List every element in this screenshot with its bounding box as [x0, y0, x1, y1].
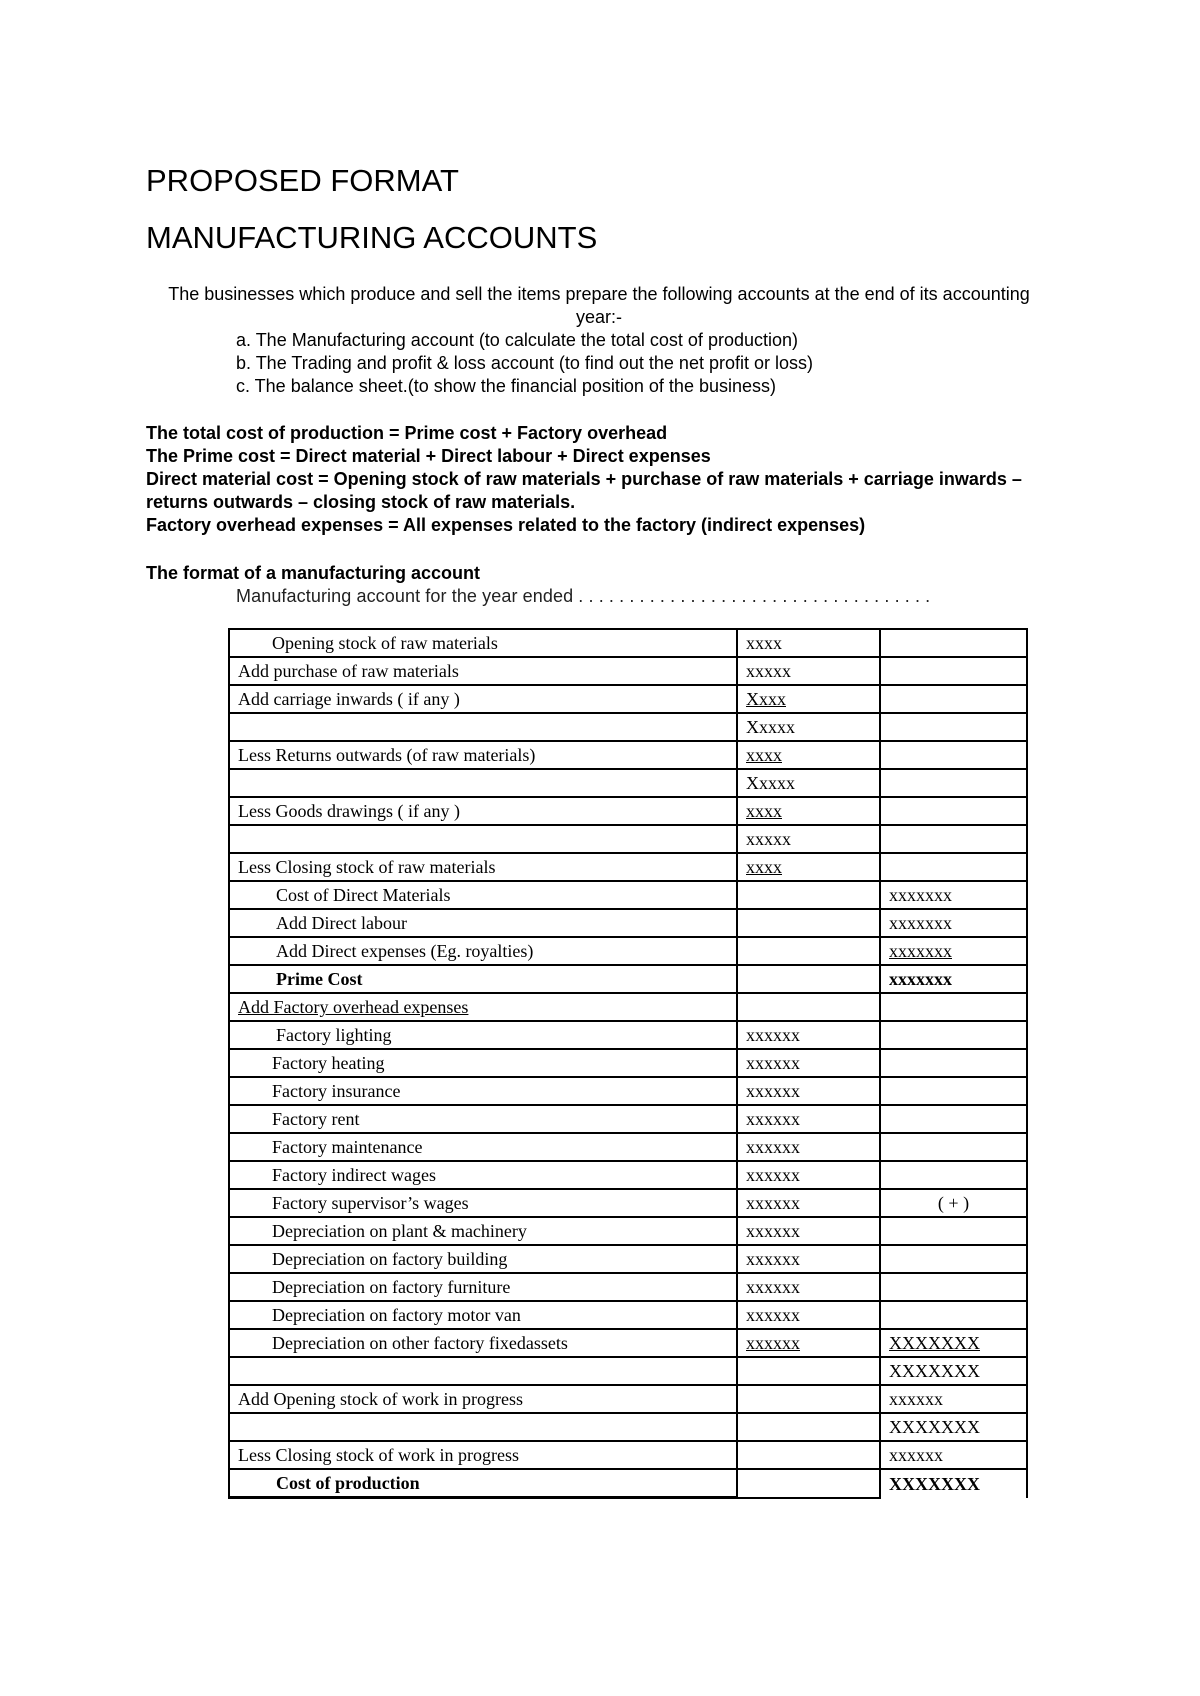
table-row — [229, 741, 1027, 769]
table-row — [229, 657, 1027, 685]
row-label — [229, 769, 737, 797]
col2-value — [737, 1469, 880, 1498]
col3-value — [880, 713, 1027, 741]
col3-value — [880, 797, 1027, 825]
row-label: Add Opening stock of work in progress — [229, 1385, 737, 1413]
row-label: Less Goods drawings ( if any ) — [229, 797, 737, 825]
col2-value: xxxx — [746, 801, 782, 821]
col3-value — [880, 1217, 1027, 1245]
col3-value: ( + ) — [880, 1189, 1027, 1217]
col2-value: Xxxx — [746, 689, 786, 709]
col2-value — [737, 909, 880, 937]
row-label: Less Closing stock of work in progress — [229, 1441, 737, 1469]
formula-factory-overhead: Factory overhead expenses = All expenses related to the factory (indirect expenses) — [146, 515, 866, 535]
list-item: c. The balance sheet.(to show the financial position of the business) — [236, 376, 776, 396]
col2-value: xxxxxx — [737, 1105, 880, 1133]
row-label — [229, 1357, 737, 1385]
col2-value — [737, 1357, 880, 1385]
col2-value: xxxxxx — [746, 1333, 800, 1353]
row-label: Factory insurance — [229, 1077, 737, 1105]
col2-value: xxxxxx — [737, 1189, 880, 1217]
col2-value: xxxxxx — [737, 1049, 880, 1077]
document-subtitle: MANUFACTURING ACCOUNTS — [146, 220, 598, 255]
row-label: Add purchase of raw materials — [229, 657, 737, 685]
accounts-list — [236, 329, 813, 398]
row-label: Depreciation on other factory fixedassets — [229, 1329, 737, 1357]
row-label: Less Returns outwards (of raw materials) — [229, 741, 737, 769]
col2-value: xxxxx — [737, 657, 880, 685]
manufacturing-account-table — [228, 628, 1028, 1499]
col2-value — [737, 881, 880, 909]
table-row — [229, 1413, 1027, 1441]
formula-prime-cost: The Prime cost = Direct material + Direct labour + Direct expenses — [146, 446, 711, 466]
row-label: Factory lighting — [229, 1021, 737, 1049]
col3-value — [880, 1273, 1027, 1301]
table-row — [229, 769, 1027, 797]
table-row — [229, 853, 1027, 881]
format-subheading: Manufacturing account for the year ended . . . . . . . . . . . . . . . . . . . . . . . . . . . . . . . . . . . — [236, 586, 931, 606]
row-label: Factory indirect wages — [229, 1161, 737, 1189]
row-label — [229, 1413, 737, 1441]
row-label: Less Closing stock of raw materials — [229, 853, 737, 881]
table-row — [229, 1385, 1027, 1413]
table-row — [229, 1469, 1027, 1498]
row-label: Depreciation on factory motor van — [229, 1301, 737, 1329]
table-row — [229, 1273, 1027, 1301]
col3-value: xxxxxx — [880, 1385, 1027, 1413]
col2-value: xxxxxx — [737, 1021, 880, 1049]
table-row — [229, 685, 1027, 713]
table-row — [229, 797, 1027, 825]
table-row — [229, 1189, 1027, 1217]
col3-value — [880, 769, 1027, 797]
table-row — [229, 993, 1027, 1021]
col3-value — [880, 1301, 1027, 1329]
table-row — [229, 1217, 1027, 1245]
list-item: a. The Manufacturing account (to calculate the total cost of production) — [236, 330, 798, 350]
row-label: Factory heating — [229, 1049, 737, 1077]
col2-value: xxxxxx — [737, 1161, 880, 1189]
row-label: Depreciation on plant & machinery — [229, 1217, 737, 1245]
table-row — [229, 1161, 1027, 1189]
row-label: Factory maintenance — [229, 1133, 737, 1161]
format-heading: The format of a manufacturing account — [146, 563, 481, 583]
row-label — [229, 713, 737, 741]
col3-value — [880, 629, 1027, 657]
col2-value: xxxx — [746, 857, 782, 877]
col3-value — [880, 853, 1027, 881]
col2-value: xxxxxx — [737, 1301, 880, 1329]
formula-direct-material: Direct material cost = Opening stock of raw materials + purchase of raw materials + carriage inwards – returns outwards – closing stock of raw materials. — [146, 469, 1022, 512]
col2-value — [737, 1413, 880, 1441]
table-row — [229, 629, 1027, 657]
col2-value: xxxxxx — [737, 1273, 880, 1301]
table-row — [229, 825, 1027, 853]
col3-value — [880, 1245, 1027, 1273]
col3-value — [880, 741, 1027, 769]
col2-value: xxxxxx — [737, 1133, 880, 1161]
col2-value: xxxx — [746, 745, 782, 765]
col3-value: xxxxxx — [880, 1441, 1027, 1469]
table-row — [229, 1357, 1027, 1385]
row-label: Add Direct expenses (Eg. royalties) — [229, 937, 737, 965]
col3-value — [880, 825, 1027, 853]
intro-paragraph: The businesses which produce and sell the items prepare the following accounts at the end of its accounting year:- — [168, 284, 1030, 327]
col2-value: Xxxxx — [737, 713, 880, 741]
col3-value: xxxxxxx — [880, 965, 1027, 993]
col3-value: xxxxxxx — [880, 909, 1027, 937]
row-label: Opening stock of raw materials — [229, 629, 737, 657]
table-row — [229, 937, 1027, 965]
row-label: Factory rent — [229, 1105, 737, 1133]
row-label: Add carriage inwards ( if any ) — [229, 685, 737, 713]
table-row — [229, 1077, 1027, 1105]
formula-total-cost: The total cost of production = Prime cost + Factory overhead — [146, 423, 668, 443]
table-row — [229, 1245, 1027, 1273]
col3-value — [880, 657, 1027, 685]
col2-value — [737, 1385, 880, 1413]
row-label: Factory supervisor’s wages — [229, 1189, 737, 1217]
row-label: Prime Cost — [229, 965, 737, 993]
table-row — [229, 1021, 1027, 1049]
col3-value — [880, 1161, 1027, 1189]
table-row — [229, 713, 1027, 741]
col3-value — [880, 1133, 1027, 1161]
col2-value: xxxx — [737, 629, 880, 657]
row-label: Add Direct labour — [229, 909, 737, 937]
table-row — [229, 909, 1027, 937]
col3-value — [880, 1021, 1027, 1049]
col2-value — [737, 1441, 880, 1469]
row-label: Depreciation on factory building — [229, 1245, 737, 1273]
table-row — [229, 965, 1027, 993]
table-row — [229, 1301, 1027, 1329]
table-row — [229, 1441, 1027, 1469]
col3-value: xxxxxxx — [880, 881, 1027, 909]
col2-value: xxxxx — [737, 825, 880, 853]
col3-value — [880, 1077, 1027, 1105]
list-item: b. The Trading and profit & loss account (to find out the net profit or loss) — [236, 353, 813, 373]
row-label — [229, 825, 737, 853]
col3-value: XXXXXXX — [880, 1469, 1027, 1498]
col3-value: XXXXXXX — [889, 1333, 980, 1353]
col2-value — [737, 993, 880, 1021]
row-label: Cost of Direct Materials — [229, 881, 737, 909]
col2-value: xxxxxx — [737, 1077, 880, 1105]
table-row — [229, 1105, 1027, 1133]
row-label: Add Factory overhead expenses — [238, 997, 469, 1017]
col3-value: XXXXXXX — [880, 1413, 1027, 1441]
document-title: PROPOSED FORMAT — [146, 163, 459, 198]
col2-value: xxxxxx — [737, 1245, 880, 1273]
col2-value — [737, 965, 880, 993]
col2-value — [737, 937, 880, 965]
formulas-block — [146, 422, 1066, 537]
row-label: Cost of production — [229, 1469, 737, 1498]
table-row — [229, 881, 1027, 909]
col2-value: xxxxxx — [737, 1217, 880, 1245]
col3-value — [880, 1049, 1027, 1077]
col3-value — [880, 1105, 1027, 1133]
row-label: Depreciation on factory furniture — [229, 1273, 737, 1301]
col2-value: Xxxxx — [737, 769, 880, 797]
col3-value — [880, 685, 1027, 713]
table-row — [229, 1049, 1027, 1077]
table-row — [229, 1329, 1027, 1357]
table-row — [229, 1133, 1027, 1161]
col3-value — [880, 993, 1027, 1021]
col3-value: XXXXXXX — [880, 1357, 1027, 1385]
col3-value: xxxxxxx — [889, 941, 952, 961]
